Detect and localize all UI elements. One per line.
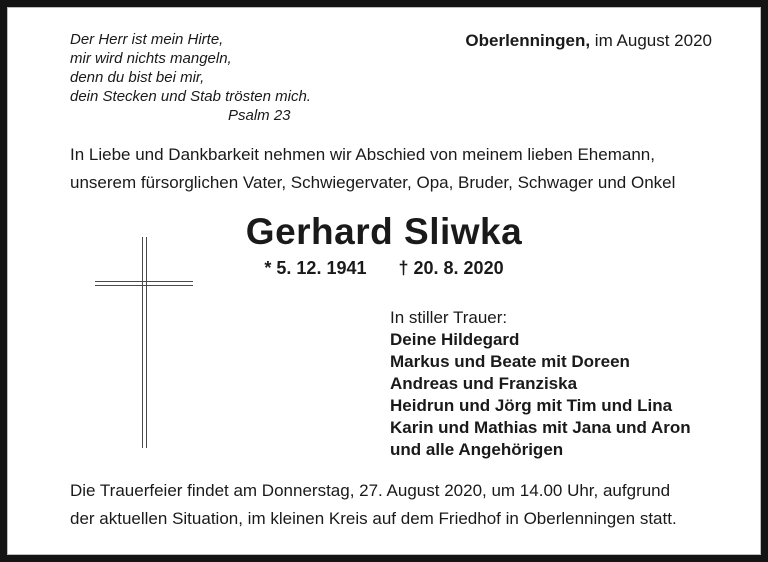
deceased-name: Gerhard Sliwka (245, 211, 523, 252)
cross-horizontal-bar (95, 281, 193, 286)
place-name: Oberlenningen, (465, 31, 591, 50)
funeral-info (70, 477, 677, 533)
mourners-block (390, 307, 691, 461)
mourner-line: Andreas und Franziska (390, 374, 578, 393)
mourner-line: Karin und Mathias mit Jana und Aron (390, 418, 691, 437)
intro-line: In Liebe und Dankbarkeit nehmen wir Abschied von meinem lieben Ehemann, (70, 145, 655, 164)
place-dateline (465, 31, 712, 51)
mourner-line: Heidrun und Jörg mit Tim und Lina (390, 396, 673, 415)
funeral-line: Die Trauerfeier findet am Donnerstag, 27. August 2020, um 14.00 Uhr, aufgrund (70, 481, 671, 500)
mourner-line: Deine Hildegard (390, 330, 520, 349)
death-date: † 20. 8. 2020 (398, 258, 504, 278)
funeral-line: der aktuellen Situation, im kleinen Kreis auf dem Friedhof in Oberlenningen statt. (70, 509, 677, 528)
mourners-leader: In stiller Trauer: (390, 308, 508, 327)
birth-date: * 5. 12. 1941 (264, 258, 367, 278)
cross-vertical-bar (142, 237, 147, 448)
psalm-line: Der Herr ist mein Hirte, (70, 31, 224, 48)
intro-text (70, 141, 675, 197)
life-dates (0, 258, 768, 279)
psalm-line: denn du bist bei mir, (70, 69, 205, 86)
intro-line: unserem fürsorglichen Vater, Schwiegervater, Opa, Bruder, Schwager und Onkel (70, 173, 676, 192)
psalm-line: mir wird nichts mangeln, (70, 50, 232, 67)
mourner-line: und alle Angehörigen (390, 440, 564, 459)
psalm-line: dein Stecken und Stab trösten mich. (70, 88, 311, 105)
issue-date: im August 2020 (590, 31, 712, 50)
mourner-line: Markus und Beate mit Doreen (390, 352, 630, 371)
psalm-attribution: Psalm 23 (228, 107, 291, 124)
psalm-verse (70, 30, 311, 125)
